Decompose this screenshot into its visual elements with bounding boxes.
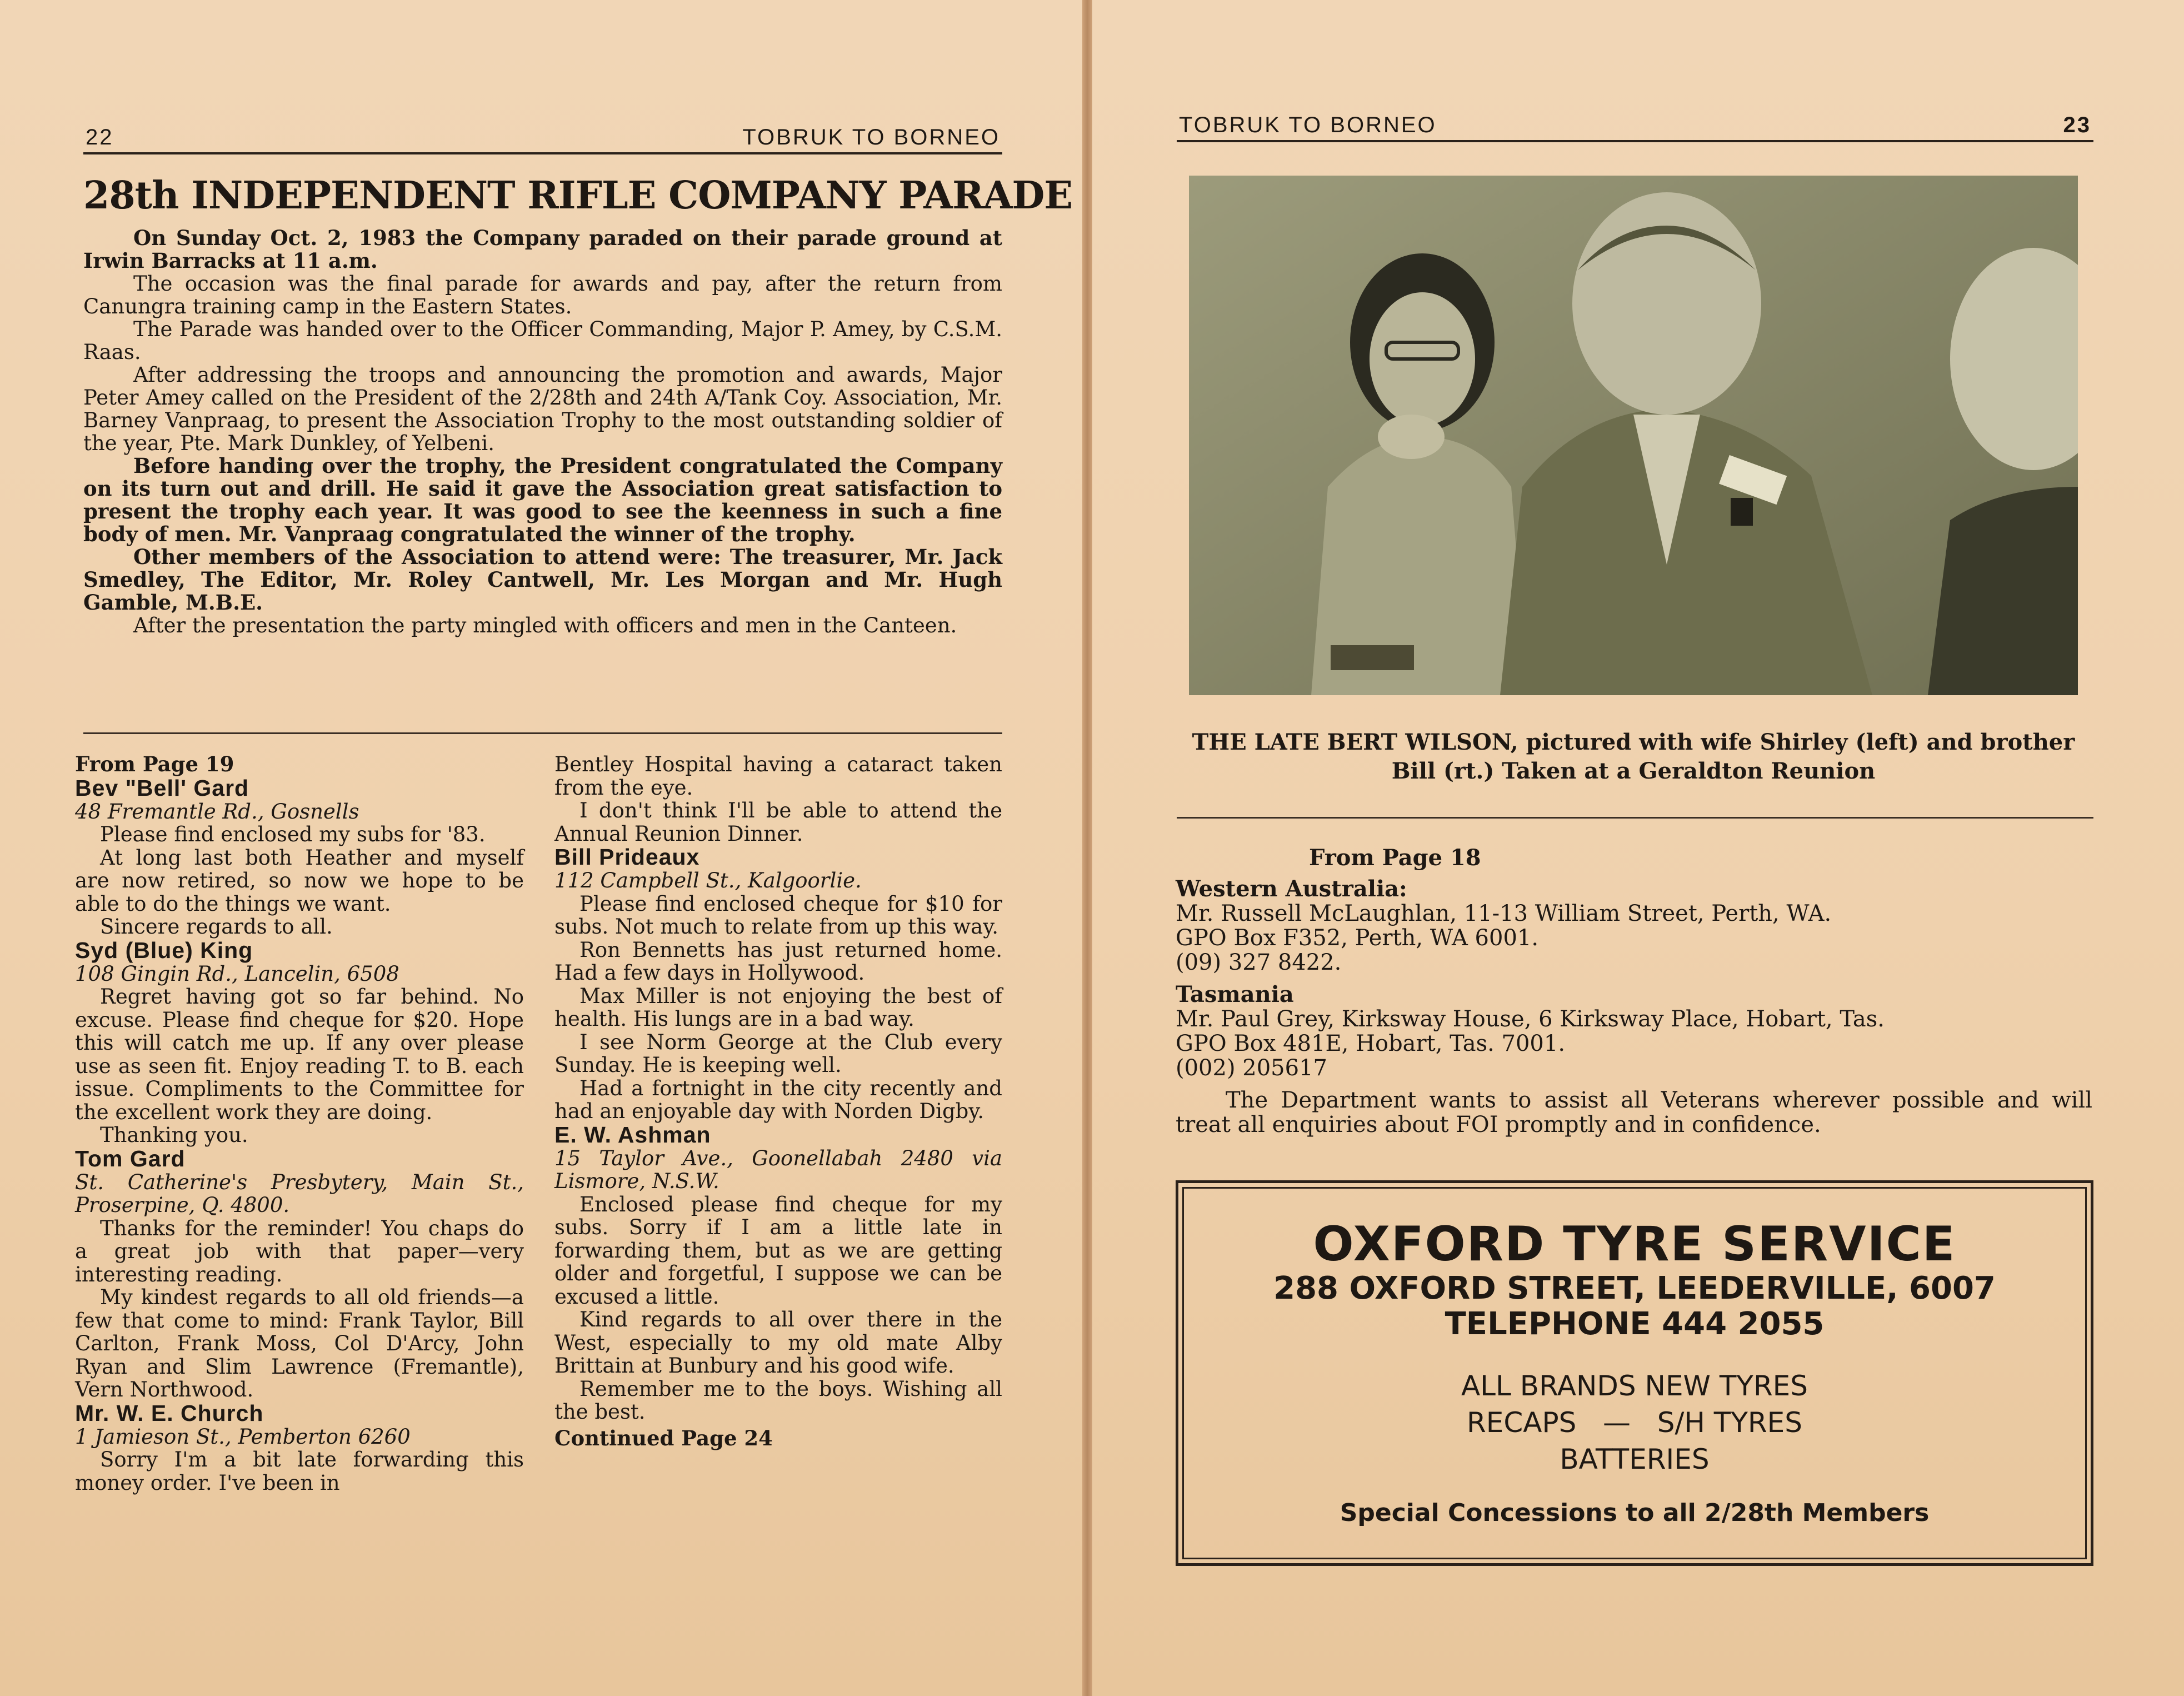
right-page-number: 23 bbox=[2063, 113, 2091, 137]
letter-address: St. Catherine's Presbytery, Main St., Proserpine, Q. 4800. bbox=[75, 1170, 524, 1217]
letter-text: I don't think I'll be able to attend the Annual Reunion Dinner. bbox=[554, 799, 1002, 846]
letter-text: Thanking you. bbox=[100, 1123, 248, 1147]
right-running-head bbox=[1177, 111, 2093, 142]
contact-line: Mr. Paul Grey, Kirksway House, 6 Kirksway Place, Hobart, Tas. bbox=[1176, 1006, 1885, 1032]
contact-line: (09) 327 8422. bbox=[1176, 950, 1342, 975]
section-divider bbox=[83, 732, 1002, 734]
letter-text: Had a fortnight in the city recently and had an enjoyable day with Norden Digby. bbox=[554, 1076, 1002, 1123]
contact-line: GPO Box F352, Perth, WA 6001. bbox=[1176, 925, 1539, 951]
right-running-title: TOBRUK TO BORNEO bbox=[1179, 113, 1437, 137]
article-headline: 28th INDEPENDENT RIFLE COMPANY PARADE bbox=[83, 173, 1073, 218]
photo-illustration bbox=[1189, 176, 2078, 695]
photo-caption bbox=[1167, 728, 2100, 786]
letter-author: Tom Gard bbox=[75, 1145, 186, 1171]
ad-footer: Special Concessions to all 2/28th Members bbox=[1340, 1499, 1930, 1527]
letter-address: 1 Jamieson St., Pemberton 6260 bbox=[75, 1424, 411, 1449]
letter-author: Mr. W. E. Church bbox=[75, 1400, 264, 1426]
letter-address: 48 Fremantle Rd., Gosnells bbox=[75, 799, 359, 824]
article-paragraph: The Parade was handed over to the Officer Commanding, Major P. Amey, by C.S.M. Raas. bbox=[83, 317, 1002, 364]
letter-text: Regret having got so far behind. No excuse. Please find cheque for $20. Hope this will catch me up. If any over please use as seen fit. Enjoy reading T. to B. each issue. Compliments to the Committee for the excellent work they are doing. bbox=[75, 985, 524, 1124]
letter-text: Kind regards to all over there in the West, especially to my old mate Alby Brittain at Bunbury and his good wife. bbox=[554, 1308, 1002, 1378]
from-page-18-section bbox=[1176, 846, 2092, 1137]
letter-text: My kindest regards to all old friends—a few that come to mind: Frank Taylor, Bill Carlton, Frank Moss, Col D'Arcy, John Ryan and Slim Lawrence (Fremantle), Vern Northwood. bbox=[75, 1285, 524, 1401]
article-paragraph: After addressing the troops and announcing the promotion and awards, Major Peter Amey called on the President of the 2/28th and 24th A/Tank Coy. Association, Mr. Barney Vanpraag, to present the Association Trophy to the most outstanding soldier of the year, Pte. Mark Dunkley, of Yelbeni. bbox=[83, 363, 1002, 455]
letter-text: Max Miller is not enjoying the best of health. His lungs are in a bad way. bbox=[554, 984, 1002, 1031]
caption-line: Bill (rt.) Taken at a Geraldton Reunion bbox=[1391, 758, 1876, 784]
from-page-label: From Page 19 bbox=[75, 752, 234, 776]
continued-label: Continued Page 24 bbox=[554, 1425, 773, 1450]
right-divider bbox=[1177, 817, 2093, 819]
contact-line: (002) 205617 bbox=[1176, 1055, 1327, 1081]
contact-line: GPO Box 481E, Hobart, Tas. 7001. bbox=[1176, 1031, 1566, 1056]
left-running-head bbox=[83, 123, 1002, 154]
ad-line: RECAPS — S/H TYRES bbox=[1467, 1406, 1802, 1439]
letter-address: 112 Campbell St., Kalgoorlie. bbox=[554, 869, 862, 892]
letter-text: I see Norm George at the Club every Sunday. He is keeping well. bbox=[554, 1030, 1002, 1077]
letter-text: Enclosed please find cheque for my subs. Sorry if I am a little late in forwarding them, but as we are getting older and forgetful, I suppose we can be excused a little. bbox=[554, 1192, 1002, 1309]
reunion-photo bbox=[1189, 176, 2078, 695]
state-heading: Tasmania bbox=[1176, 981, 1294, 1007]
article-body bbox=[83, 227, 1002, 637]
letter-text: Bentley Hospital having a cataract taken from the eye. bbox=[554, 752, 1002, 800]
contact-line: Mr. Russell McLaughlan, 11-13 William Street, Perth, WA. bbox=[1176, 901, 1832, 926]
letter-address: 108 Gingin Rd., Lancelin, 6508 bbox=[75, 961, 399, 986]
caption-line: THE LATE BERT WILSON, pictured with wife Shirley (left) and brother bbox=[1192, 729, 2075, 755]
letter-author: Bev "Bell' Gard bbox=[75, 775, 249, 801]
ad-address: 288 OXFORD STREET, LEEDERVILLE, 6007 bbox=[1273, 1270, 1996, 1306]
state-heading: Western Australia: bbox=[1176, 876, 1407, 902]
letters-column-right bbox=[554, 753, 1002, 1450]
left-page bbox=[0, 0, 1082, 1696]
letter-text: Please find enclosed cheque for $10 for subs. Not much to relate from up this way. bbox=[554, 891, 1002, 939]
letter-text: At long last both Heather and myself are now retired, so now we hope to be able to do the things we want. bbox=[75, 845, 524, 916]
ad-line: BATTERIES bbox=[1560, 1443, 1710, 1475]
book-gutter bbox=[1082, 0, 1092, 1696]
letter-text: Please find enclosed my subs for '83. bbox=[100, 822, 486, 846]
letter-address: 15 Taylor Ave., Goonellabah 2480 via Lismore, N.S.W. bbox=[554, 1146, 1002, 1193]
ad-inner-frame bbox=[1182, 1187, 2087, 1559]
letters-column-left bbox=[75, 753, 524, 1494]
letter-text: Remember me to the boys. Wishing all the best. bbox=[554, 1376, 1002, 1424]
from-page-label: From Page 18 bbox=[1309, 845, 1481, 871]
letter-text: Sincere regards to all. bbox=[100, 915, 333, 939]
department-note: The Department wants to assist all Veterans wherever possible and will treat all enquiries about FOI promptly and in confidence. bbox=[1176, 1088, 2092, 1138]
article-paragraph: Before handing over the trophy, the President congratulated the Company on its turn out and drill. He said it gave the Association great satisfaction to present the trophy each year. It was good to see the keenness in such a fine body of men. Mr. Vanpraag congratulated the winner of the trophy. bbox=[83, 453, 1002, 546]
left-running-title: TOBRUK TO BORNEO bbox=[742, 125, 1000, 149]
ad-business-name: OXFORD TYRE SERVICE bbox=[1313, 1216, 1956, 1272]
ad-line: ALL BRANDS NEW TYRES bbox=[1461, 1370, 1808, 1402]
letter-text: Ron Bennetts has just returned home. Had a few days in Hollywood. bbox=[554, 937, 1002, 985]
article-paragraph: Other members of the Association to attend were: The treasurer, Mr. Jack Smedley, The Editor, Mr. Roley Cantwell, Mr. Les Morgan and Mr. Hugh Gamble, M.B.E. bbox=[83, 545, 1002, 615]
article-paragraph: On Sunday Oct. 2, 1983 the Company paraded on their parade ground at Irwin Barracks at 11 a.m. bbox=[83, 226, 1002, 273]
ad-phone: TELEPHONE 444 2055 bbox=[1445, 1306, 1825, 1342]
article-paragraph: The occasion was the final parade for awards and pay, after the return from Canungra training camp in the Eastern States. bbox=[83, 272, 1002, 318]
letter-text: Thanks for the reminder! You chaps do a great job with that paper—very interesting reading. bbox=[75, 1216, 524, 1286]
letter-author: Bill Prideaux bbox=[554, 844, 700, 870]
article-paragraph: After the presentation the party mingled with officers and men in the Canteen. bbox=[133, 613, 957, 637]
tyre-service-advertisement bbox=[1176, 1180, 2093, 1566]
letter-text: Sorry I'm a bit late forwarding this money order. I've been in bbox=[75, 1448, 524, 1495]
letter-author: Syd (Blue) King bbox=[75, 937, 253, 963]
letter-author: E. W. Ashman bbox=[554, 1121, 711, 1148]
left-page-number: 22 bbox=[86, 125, 114, 149]
